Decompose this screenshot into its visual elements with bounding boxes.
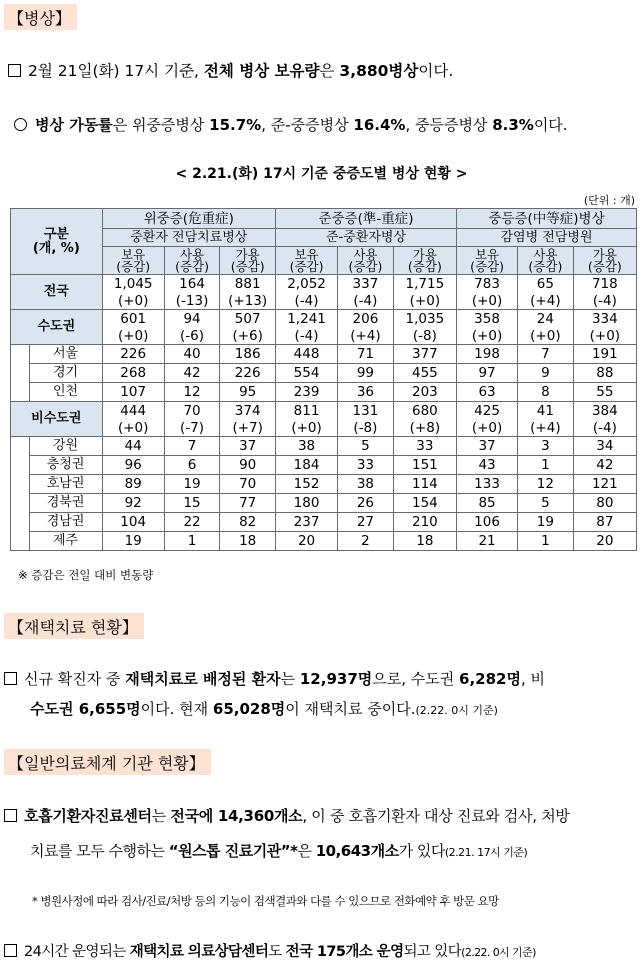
column-header (393, 247, 456, 275)
beds-paragraph-1: 2월 21일(화) 17시 기준, 전체 병상 보유량은 3,880병상이다. (8, 59, 453, 81)
value-cell: 63 (457, 383, 518, 402)
column-header-label: 사용 (179, 246, 205, 262)
change-cell: (-8) (393, 328, 456, 345)
column-header (102, 247, 164, 275)
group-subheader: 감염병 전담병원 (457, 229, 637, 247)
value-cell: 455 (393, 364, 456, 383)
value-cell: 42 (573, 456, 636, 475)
change-cell: (+0) (102, 293, 164, 310)
checkbox-square-icon (4, 672, 17, 685)
change-cell: (-4) (275, 328, 337, 345)
value-cell: 65 (518, 275, 574, 293)
column-header (164, 247, 220, 275)
value-cell: 5 (338, 437, 394, 456)
value-cell: 55 (573, 383, 636, 402)
corner-label: 구분 (43, 226, 69, 242)
value-cell: 94 (164, 310, 220, 328)
general-paragraph-2: 24시간 운영되는 재택치료 의료상담센터도 전국 175개소 운영되고 있다(2.22. 0시 기준) (4, 940, 536, 961)
value-cell: 82 (220, 513, 276, 532)
change-cell: (-4) (338, 293, 394, 310)
column-header-change: (증감) (407, 258, 442, 274)
value-cell: 97 (457, 364, 518, 383)
group-subheader: 중환자 전담치료병상 (102, 229, 275, 247)
column-header (518, 247, 574, 275)
value-cell: 7 (164, 437, 220, 456)
checkbox-square-icon (4, 809, 17, 822)
value-cell: 77 (220, 494, 276, 513)
value-cell: 601 (102, 310, 164, 328)
value-cell: 19 (102, 532, 164, 551)
value-cell: 85 (457, 494, 518, 513)
value-cell: 210 (393, 513, 456, 532)
region-label: 비수도권 (11, 402, 103, 437)
value-cell: 268 (102, 364, 164, 383)
value-cell: 2,052 (275, 275, 337, 293)
value-cell: 12 (518, 475, 574, 494)
value-cell: 554 (275, 364, 337, 383)
value-cell: 121 (573, 475, 636, 494)
value-cell: 18 (220, 532, 276, 551)
value-cell: 444 (102, 402, 164, 420)
change-cell: (+0) (457, 293, 518, 310)
value-cell: 26 (338, 494, 394, 513)
value-cell: 718 (573, 275, 636, 293)
change-cell: (-8) (338, 420, 394, 437)
change-cell: (+0) (457, 420, 518, 437)
group-header: 준중증(準-重症) (275, 209, 456, 229)
column-header-label: 사용 (533, 246, 558, 262)
value-cell: 96 (102, 456, 164, 475)
value-cell: 184 (275, 456, 337, 475)
sub-region-label: 경기 (29, 364, 102, 383)
value-cell: 70 (164, 402, 220, 420)
sub-region-label: 호남권 (29, 475, 102, 494)
value-cell: 154 (393, 494, 456, 513)
value-cell: 198 (457, 345, 518, 364)
change-cell: (+0) (275, 420, 337, 437)
value-cell: 374 (220, 402, 276, 420)
value-cell: 92 (102, 494, 164, 513)
general-note: * 병원사정에 따라 검사/진료/처방 등의 기능이 검색결과와 다를 수 있으므로 전화예약 후 방문 요망 (32, 894, 499, 908)
table-caption: < 2.21.(화) 17시 기준 중증도별 병상 현황 > (175, 166, 468, 182)
value-cell: 19 (164, 475, 220, 494)
section-heading-home-care: 【재택치료 현황】 (4, 613, 144, 639)
value-cell: 206 (338, 310, 394, 328)
value-cell: 99 (338, 364, 394, 383)
value-cell: 20 (573, 532, 636, 551)
value-cell: 384 (573, 402, 636, 420)
value-cell: 20 (275, 532, 337, 551)
value-cell: 40 (164, 345, 220, 364)
general-paragraph-1-line1: 호흡기환자진료센터는 전국에 14,360개소, 이 중 호흡기환자 대상 진료와 검사, 처방 (4, 805, 570, 826)
value-cell: 7 (518, 345, 574, 364)
value-cell: 89 (102, 475, 164, 494)
column-header-label: 가용 (592, 246, 617, 262)
value-cell: 1 (164, 532, 220, 551)
table-corner-header (11, 209, 103, 275)
value-cell: 1,035 (393, 310, 456, 328)
column-header-label: 가용 (235, 246, 260, 262)
column-header-change: (증감) (230, 258, 265, 274)
value-cell: 337 (338, 275, 394, 293)
general-paragraph-1-line2: 치료를 모두 수행하는 “원스톱 진료기관”*은 10,643개소가 있다(2.21. 17시 기준) (30, 842, 528, 860)
value-cell: 12 (164, 383, 220, 402)
value-cell: 90 (220, 456, 276, 475)
home-care-paragraph-line2: 수도권 6,655명이다. 현재 65,028명이 재택치료 중이다.(2.22. 0시 기준) (30, 700, 498, 718)
change-cell: (+4) (338, 328, 394, 345)
bed-status-table (10, 208, 637, 551)
change-cell: (+4) (518, 420, 574, 437)
value-cell: 44 (102, 437, 164, 456)
column-header (338, 247, 394, 275)
value-cell: 41 (518, 402, 574, 420)
value-cell: 104 (102, 513, 164, 532)
table-unit: (단위 : 개) (583, 194, 635, 207)
value-cell: 1,045 (102, 275, 164, 293)
value-cell: 36 (338, 383, 394, 402)
value-cell: 1,715 (393, 275, 456, 293)
change-cell: (-13) (164, 293, 220, 310)
region-label: 전국 (11, 275, 103, 310)
value-cell: 9 (518, 364, 574, 383)
value-cell: 203 (393, 383, 456, 402)
change-cell: (-4) (573, 420, 636, 437)
value-cell: 8 (518, 383, 574, 402)
value-cell: 151 (393, 456, 456, 475)
change-cell: (+0) (573, 328, 636, 345)
value-cell: 37 (457, 437, 518, 456)
value-cell: 95 (220, 383, 276, 402)
change-cell: (+6) (220, 328, 276, 345)
table-footnote: ※ 증감은 전일 대비 변동량 (18, 568, 154, 582)
value-cell: 507 (220, 310, 276, 328)
value-cell: 106 (457, 513, 518, 532)
value-cell: 152 (275, 475, 337, 494)
group-header: 중등증(中等症)병상 (457, 209, 637, 229)
value-cell: 70 (220, 475, 276, 494)
circle-bullet-icon (14, 118, 27, 131)
home-care-paragraph-line1: 신규 확진자 중 재택치료로 배정된 환자는 12,937명으로, 수도권 6,282명, 비 (4, 668, 545, 689)
value-cell: 2 (338, 532, 394, 551)
region-label: 수도권 (11, 310, 103, 345)
value-cell: 18 (393, 532, 456, 551)
value-cell: 33 (393, 437, 456, 456)
column-header-label: 보유 (121, 246, 146, 262)
value-cell: 87 (573, 513, 636, 532)
sub-region-label: 경북권 (29, 494, 102, 513)
value-cell: 24 (518, 310, 574, 328)
sub-region-label: 서울 (29, 345, 102, 364)
sub-region-indent (11, 437, 30, 551)
value-cell: 133 (457, 475, 518, 494)
sub-region-label: 강원 (29, 437, 102, 456)
value-cell: 448 (275, 345, 337, 364)
group-header: 위중증(危重症) (102, 209, 275, 229)
change-cell: (+0) (393, 293, 456, 310)
checkbox-square-icon (4, 944, 17, 957)
value-cell: 237 (275, 513, 337, 532)
column-header-label: 가용 (412, 246, 437, 262)
change-cell: (-6) (164, 328, 220, 345)
change-cell: (+0) (457, 328, 518, 345)
column-header-change: (증감) (470, 258, 504, 274)
sub-region-label: 경남권 (29, 513, 102, 532)
value-cell: 42 (164, 364, 220, 383)
column-header-change: (증감) (348, 258, 383, 274)
column-header (220, 247, 276, 275)
change-cell: (+7) (220, 420, 276, 437)
change-cell: (-7) (164, 420, 220, 437)
value-cell: 114 (393, 475, 456, 494)
value-cell: 358 (457, 310, 518, 328)
value-cell: 22 (164, 513, 220, 532)
change-cell: (+8) (393, 420, 456, 437)
value-cell: 71 (338, 345, 394, 364)
value-cell: 27 (338, 513, 394, 532)
value-cell: 34 (573, 437, 636, 456)
column-header-change: (증감) (289, 258, 324, 274)
value-cell: 425 (457, 402, 518, 420)
column-header (573, 247, 636, 275)
sub-region-label: 인천 (29, 383, 102, 402)
value-cell: 21 (457, 532, 518, 551)
column-header-label: 보유 (294, 246, 319, 262)
column-header-label: 보유 (474, 246, 500, 262)
value-cell: 107 (102, 383, 164, 402)
value-cell: 783 (457, 275, 518, 293)
value-cell: 164 (164, 275, 220, 293)
value-cell: 38 (338, 475, 394, 494)
value-cell: 226 (102, 345, 164, 364)
change-cell: (+0) (518, 328, 574, 345)
corner-unit: (개, %) (32, 240, 80, 256)
column-header (457, 247, 518, 275)
sub-region-label: 제주 (29, 532, 102, 551)
change-cell: (+13) (220, 293, 276, 310)
value-cell: 1,241 (275, 310, 337, 328)
column-header-change: (증감) (175, 258, 209, 274)
column-header-change: (증감) (528, 258, 563, 274)
change-cell: (-4) (573, 293, 636, 310)
value-cell: 5 (518, 494, 574, 513)
value-cell: 186 (220, 345, 276, 364)
value-cell: 3 (518, 437, 574, 456)
beds-paragraph-2: 병상 가동률은 위중증병상 15.7%, 준-중증병상 16.4%, 중등증병상 8.3%이다. (14, 114, 568, 135)
sub-region-label: 충청권 (29, 456, 102, 475)
value-cell: 881 (220, 275, 276, 293)
value-cell: 239 (275, 383, 337, 402)
change-cell: (-4) (275, 293, 337, 310)
value-cell: 1 (518, 532, 574, 551)
value-cell: 6 (164, 456, 220, 475)
value-cell: 43 (457, 456, 518, 475)
value-cell: 19 (518, 513, 574, 532)
value-cell: 226 (220, 364, 276, 383)
value-cell: 37 (220, 437, 276, 456)
value-cell: 80 (573, 494, 636, 513)
value-cell: 38 (275, 437, 337, 456)
value-cell: 377 (393, 345, 456, 364)
value-cell: 334 (573, 310, 636, 328)
value-cell: 1 (518, 456, 574, 475)
column-header-label: 사용 (353, 246, 378, 262)
section-heading-beds: 【병상】 (4, 4, 77, 30)
value-cell: 131 (338, 402, 394, 420)
value-cell: 191 (573, 345, 636, 364)
value-cell: 88 (573, 364, 636, 383)
value-cell: 15 (164, 494, 220, 513)
value-cell: 33 (338, 456, 394, 475)
sub-region-indent (11, 345, 30, 402)
change-cell: (+0) (102, 420, 164, 437)
value-cell: 180 (275, 494, 337, 513)
checkbox-square-icon (8, 64, 21, 77)
group-subheader: 준-중환자병상 (275, 229, 456, 247)
value-cell: 811 (275, 402, 337, 420)
change-cell: (+0) (102, 328, 164, 345)
section-heading-general-care: 【일반의료체계 기관 현황】 (4, 749, 211, 775)
column-header (275, 247, 337, 275)
change-cell: (+4) (518, 293, 574, 310)
column-header-change: (증감) (116, 258, 151, 274)
value-cell: 680 (393, 402, 456, 420)
column-header-change: (증감) (587, 258, 622, 274)
